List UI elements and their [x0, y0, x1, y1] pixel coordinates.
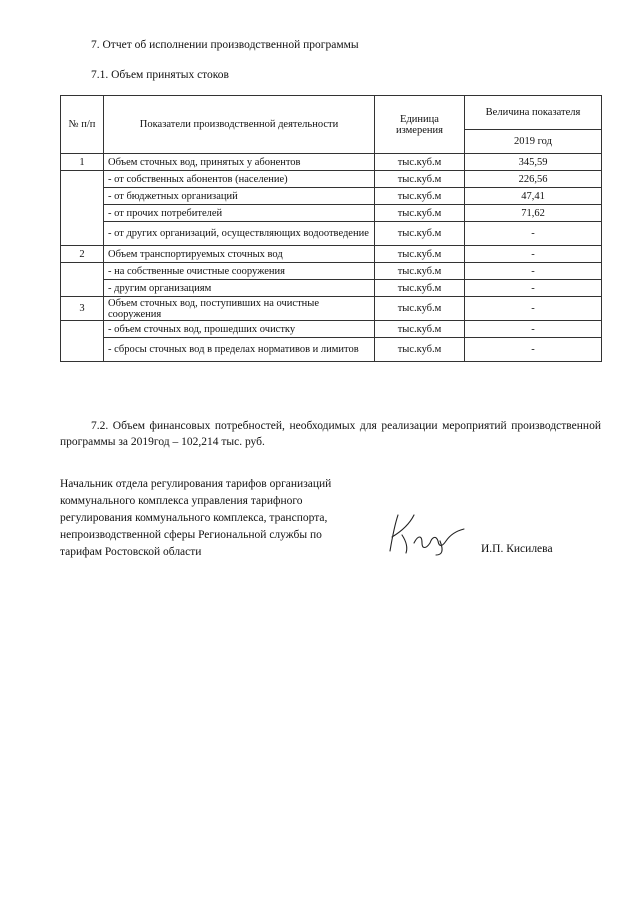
- row-num: [61, 321, 104, 362]
- row-unit: тыс.куб.м: [375, 263, 465, 280]
- row-unit: тыс.куб.м: [375, 246, 465, 263]
- table-header-row: [61, 96, 602, 130]
- header-value: Величина показателя: [465, 96, 602, 130]
- row-indicator: - от собственных абонентов (население): [104, 171, 375, 188]
- row-unit: тыс.куб.м: [375, 338, 465, 362]
- row-num: [61, 171, 104, 246]
- table-row: [61, 171, 602, 188]
- row-indicator: - от прочих потребителей: [104, 205, 375, 222]
- section-7-heading: 7. Отчет об исполнении производственной программы: [91, 39, 359, 51]
- header-unit: [375, 96, 465, 154]
- row-indicator: - другим организациям: [104, 280, 375, 297]
- section-7-1-heading: 7.1. Объем принятых стоков: [91, 69, 229, 81]
- row-indicator: Объем транспортируемых сточных вод: [104, 246, 375, 263]
- row-value: -: [465, 280, 602, 297]
- row-value: -: [465, 222, 602, 246]
- row-indicator: - на собственные очистные сооружения: [104, 263, 375, 280]
- header-num: № п/п: [61, 96, 104, 154]
- signatory-title: [60, 476, 380, 561]
- row-indicator: - от других организаций, осуществляющих водоотведение: [104, 222, 375, 246]
- signatory-title-line: непроизводственной сферы Региональной службы по: [60, 529, 322, 541]
- row-indicator: - от бюджетных организаций: [104, 188, 375, 205]
- table-row: [61, 222, 602, 246]
- row-value: -: [465, 263, 602, 280]
- signatory-title-line: регулирования коммунального комплекса, транспорта,: [60, 512, 328, 524]
- row-unit: тыс.куб.м: [375, 280, 465, 297]
- row-value: 345,59: [465, 154, 602, 171]
- row-indicator: Объем сточных вод, принятых у абонентов: [104, 154, 375, 171]
- signatory-title-line: Начальник отдела регулирования тарифов организаций: [60, 478, 332, 490]
- table-row: [61, 297, 602, 321]
- header-unit-line1: Единица: [400, 113, 439, 125]
- row-unit: тыс.куб.м: [375, 222, 465, 246]
- row-value: -: [465, 338, 602, 362]
- row-indicator: - объем сточных вод, прошедших очистку: [104, 321, 375, 338]
- table-row: [61, 188, 602, 205]
- signer-name: И.П. Кисилева: [481, 543, 553, 555]
- table-row: [61, 263, 602, 280]
- wastewater-volume-table: [60, 95, 602, 362]
- row-num: 3: [61, 297, 104, 321]
- header-unit-line2: измерения: [396, 124, 443, 136]
- row-value: 226,56: [465, 171, 602, 188]
- section-7-2-text: 7.2. Объем финансовых потребностей, необходимых для реализации мероприятий производственной программы за 2019год – 102,214 тыс. руб.: [60, 420, 601, 448]
- row-value: 47,41: [465, 188, 602, 205]
- header-year: 2019 год: [465, 130, 602, 154]
- row-indicator: Объем сточных вод, поступивших на очистные сооружения: [104, 297, 375, 321]
- row-unit: тыс.куб.м: [375, 171, 465, 188]
- header-indicator: Показатели производственной деятельности: [104, 96, 375, 154]
- row-unit: тыс.куб.м: [375, 297, 465, 321]
- row-value: -: [465, 321, 602, 338]
- row-value: -: [465, 246, 602, 263]
- row-num: [61, 263, 104, 297]
- table-row: [61, 321, 602, 338]
- table-row: [61, 280, 602, 297]
- handwritten-signature: [384, 507, 476, 557]
- signatory-title-line: тарифам Ростовской области: [60, 546, 202, 558]
- row-indicator: - сбросы сточных вод в пределах нормативов и лимитов: [104, 338, 375, 362]
- table-row: [61, 246, 602, 263]
- table-row: [61, 338, 602, 362]
- row-unit: тыс.куб.м: [375, 205, 465, 222]
- section-7-2-paragraph: [60, 418, 601, 450]
- row-num: 1: [61, 154, 104, 171]
- row-unit: тыс.куб.м: [375, 321, 465, 338]
- row-unit: тыс.куб.м: [375, 154, 465, 171]
- row-unit: тыс.куб.м: [375, 188, 465, 205]
- table-row: [61, 205, 602, 222]
- signatory-title-line: коммунального комплекса управления тарифного: [60, 495, 303, 507]
- row-num: 2: [61, 246, 104, 263]
- row-value: -: [465, 297, 602, 321]
- table-row: [61, 154, 602, 171]
- row-value: 71,62: [465, 205, 602, 222]
